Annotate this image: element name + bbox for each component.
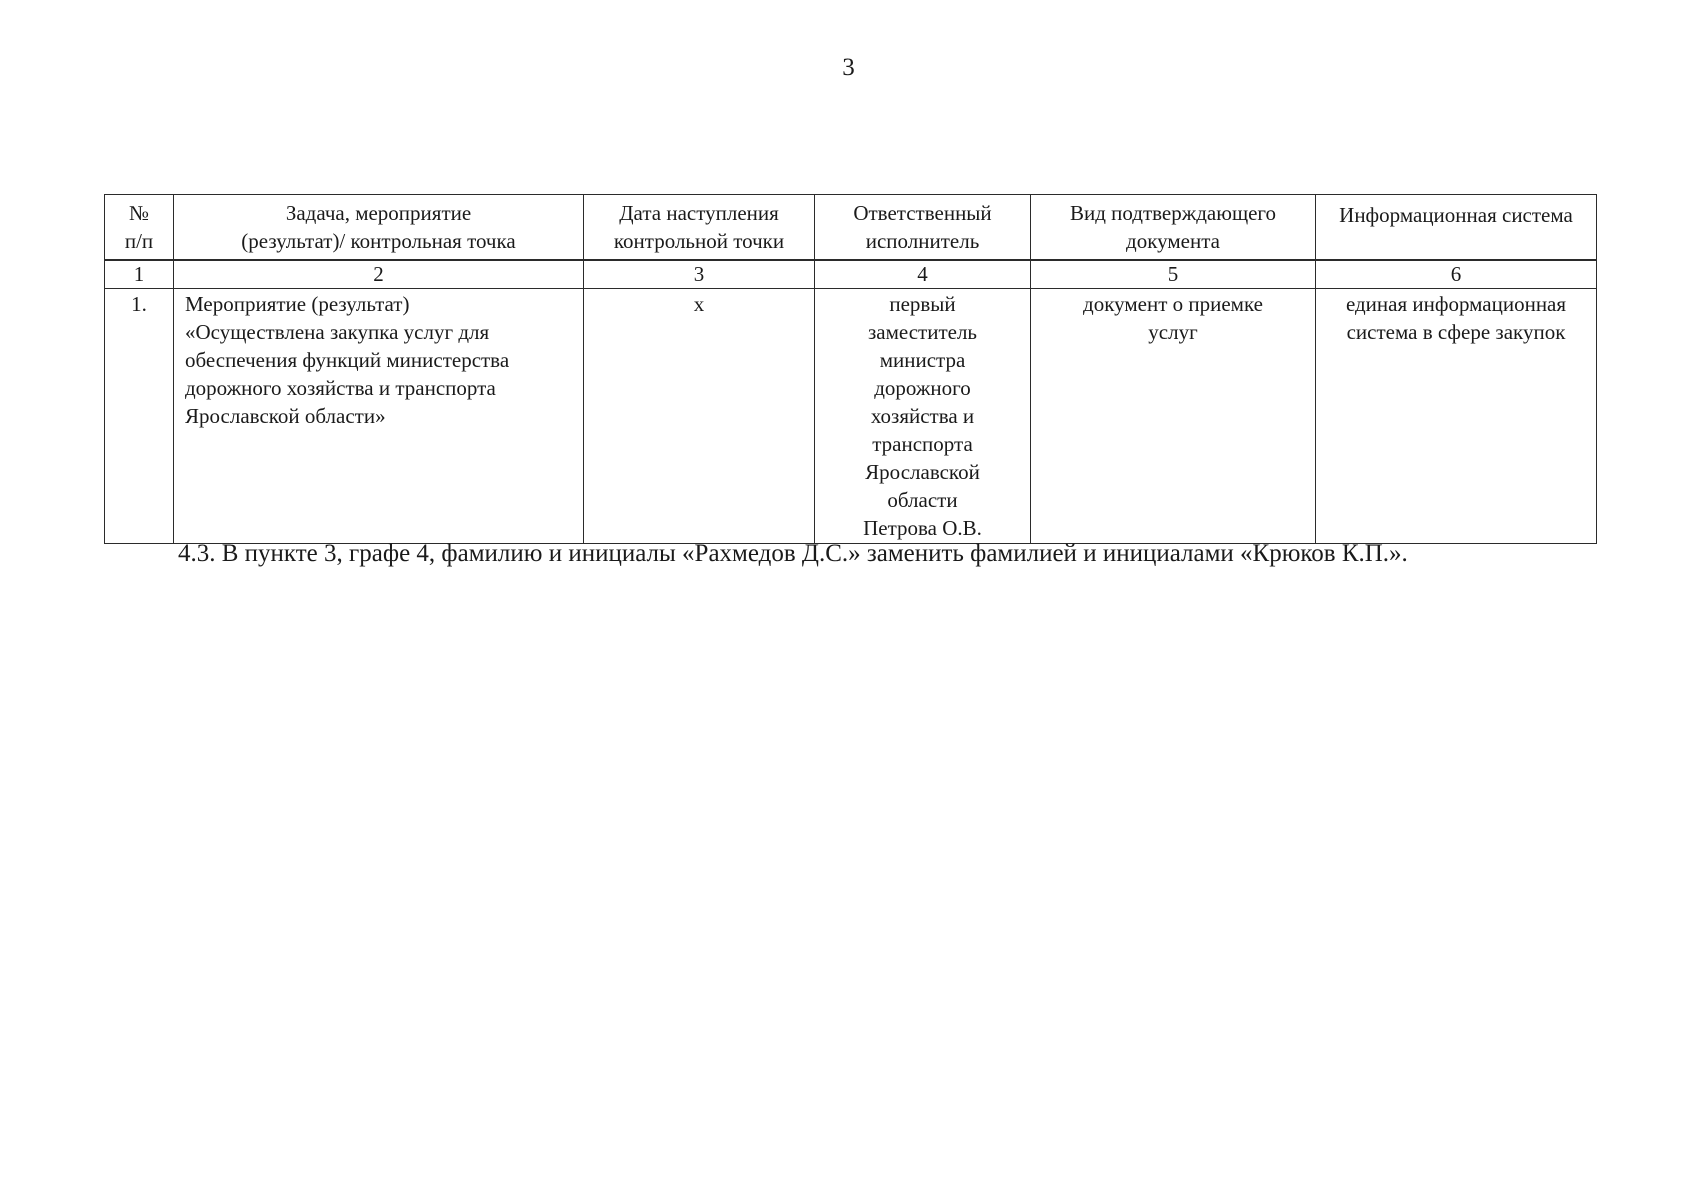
column-number: 6 — [1316, 260, 1597, 289]
column-number: 5 — [1031, 260, 1316, 289]
header-document: Вид подтверждающего документа — [1031, 195, 1316, 261]
row-responsible: первый заместитель министра дорожного хозяйства и транспорта Ярославской области Петрова О.В. — [815, 289, 1031, 544]
control-points-table — [104, 194, 1597, 544]
column-number: 1 — [105, 260, 174, 289]
row-date: х — [584, 289, 815, 544]
page-number: 3 — [842, 54, 855, 81]
column-number: 2 — [174, 260, 584, 289]
row-task: Мероприятие (результат) «Осуществлена закупка услуг для обеспечения функций министерства дорожного хозяйства и транспорта Ярославской области» — [174, 289, 584, 544]
header-task: Задача, мероприятие (результат)/ контрольная точка — [174, 195, 584, 261]
row-system: единая информационная система в сфере закупок — [1316, 289, 1597, 544]
column-number: 3 — [584, 260, 815, 289]
header-number: № п/п — [105, 195, 174, 261]
row-document: документ о приемке услуг — [1031, 289, 1316, 544]
column-number-row — [105, 260, 1597, 289]
table-row — [105, 289, 1597, 544]
header-responsible: Ответственный исполнитель — [815, 195, 1031, 261]
row-number: 1. — [105, 289, 174, 544]
table-header-row — [105, 195, 1597, 261]
header-system: Информационная система — [1316, 195, 1597, 261]
column-number: 4 — [815, 260, 1031, 289]
amendment-paragraph: 4.3. В пункте 3, графе 4, фамилию и инициалы «Рахмедов Д.С.» заменить фамилией и инициалами «Крюков К.П.». — [178, 540, 1408, 567]
header-date: Дата наступления контрольной точки — [584, 195, 815, 261]
